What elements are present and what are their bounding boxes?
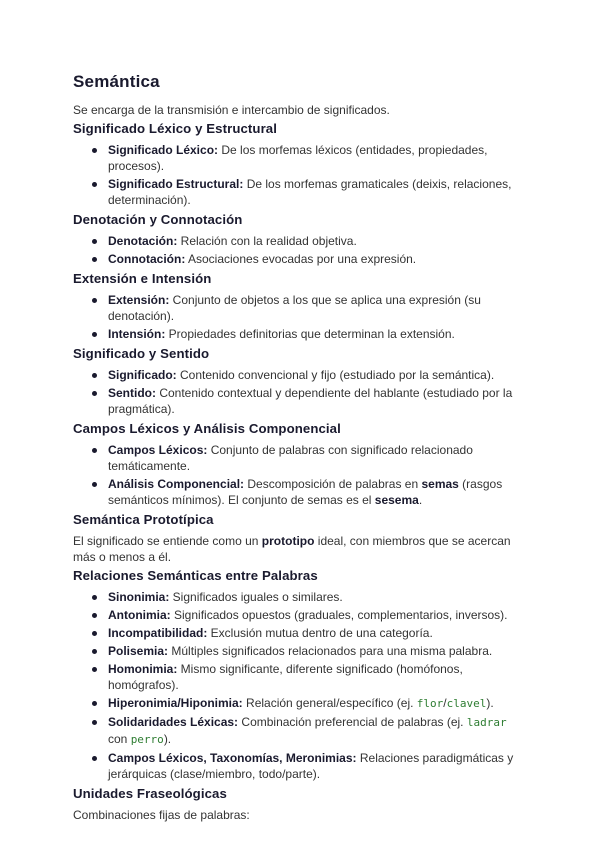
term-definition: Conjunto de objetos a los que se aplica una expresión (su denotación). <box>108 293 481 323</box>
section-heading: Significado Léxico y Estructural <box>73 121 277 136</box>
list-item <box>88 476 528 508</box>
term-definition: Contenido contextual y dependiente del hablante (estudiado por la pragmática). <box>108 386 513 416</box>
term-label: Análisis Componencial: <box>108 477 245 491</box>
section-heading: Semántica Prototípica <box>73 512 214 527</box>
term-label: Campos Léxicos, Taxonomías, Meronimias: <box>108 751 357 765</box>
bullet-list <box>73 367 528 417</box>
term-label: Homonimia: <box>108 662 178 676</box>
term-label: Incompatibilidad: <box>108 626 208 640</box>
paragraph-text: ideal, con miembros que se acercan más o menos a él. <box>73 534 511 564</box>
term-definition: Mismo significante, diferente significado (homófonos, homógrafos). <box>108 662 463 692</box>
section-heading: Denotación y Connotación <box>73 212 243 227</box>
bullet-icon <box>92 239 97 244</box>
bullet-icon <box>92 391 97 396</box>
paragraph-text: El significado se entiende como un <box>73 534 262 548</box>
term-label: Polisemia: <box>108 644 169 658</box>
code-example: perro <box>130 733 164 746</box>
page-title: Semántica <box>73 72 160 91</box>
term-definition: Múltiples significados relacionados para una misma palabra. <box>168 644 493 658</box>
term-label: Denotación: <box>108 234 178 248</box>
bullet-icon <box>92 649 97 654</box>
bullet-icon <box>92 667 97 672</box>
bullet-icon <box>92 701 97 706</box>
list-item <box>88 714 528 748</box>
term-label: Campos Léxicos: <box>108 443 208 457</box>
term-label: Sentido: <box>108 386 156 400</box>
list-item <box>88 442 528 474</box>
list-item <box>88 750 528 782</box>
list-item <box>88 385 528 417</box>
bullet-icon <box>92 332 97 337</box>
list-item <box>88 661 528 693</box>
emphasis-term: sesema <box>374 493 419 507</box>
bullet-icon <box>92 482 97 487</box>
term-definition: De los morfemas gramaticales (deixis, relaciones, determinación). <box>108 177 512 207</box>
intro-paragraph: Se encarga de la transmisión e intercambio de significados. <box>73 103 390 117</box>
code-example: ladrar <box>466 716 507 729</box>
list-item <box>88 607 528 623</box>
code-example: clavel <box>446 697 487 710</box>
paragraph: Combinaciones fijas de palabras: <box>73 808 250 822</box>
bullet-icon <box>92 148 97 153</box>
section-heading: Unidades Fraseológicas <box>73 786 227 801</box>
section-heading: Campos Léxicos y Análisis Componencial <box>73 421 341 436</box>
code-example: flor <box>416 697 444 710</box>
term-definition: Combinación preferencial de palabras (ej. <box>238 715 467 729</box>
term-definition: Conjunto de palabras con significado relacionado temáticamente. <box>108 443 473 473</box>
list-item <box>88 251 528 267</box>
bullet-list <box>73 589 528 782</box>
bullet-icon <box>92 595 97 600</box>
section-heading: Significado y Sentido <box>73 346 210 361</box>
term-definition: ). <box>486 696 494 710</box>
term-definition: (rasgos semánticos mínimos). El conjunto de semas es el <box>108 477 503 507</box>
emphasis-term: prototipo <box>261 534 315 548</box>
term-label: Solidaridades Léxicas: <box>108 715 239 729</box>
list-item <box>88 643 528 659</box>
term-label: Extensión: <box>108 293 170 307</box>
term-label: Significado Léxico: <box>108 143 219 157</box>
list-item <box>88 695 528 712</box>
bullet-icon <box>92 298 97 303</box>
list-item <box>88 625 528 641</box>
term-definition: Propiedades definitorias que determinan la extensión. <box>165 327 455 341</box>
term-definition: ). <box>163 732 172 746</box>
bullet-icon <box>92 373 97 378</box>
separator: / <box>443 696 447 710</box>
list-item <box>88 176 528 208</box>
term-label: Intensión: <box>108 327 166 341</box>
section-heading: Extensión e Intensión <box>73 271 212 286</box>
term-definition: Contenido convencional y fijo (estudiado por la semántica). <box>176 368 495 382</box>
term-label: Significado Estructural: <box>108 177 244 191</box>
term-definition: Significados opuestos (graduales, complementarios, inversos). <box>170 608 508 622</box>
list-item <box>88 589 528 605</box>
bullet-icon <box>92 182 97 187</box>
term-definition: Asociaciones evocadas por una expresión. <box>185 252 417 266</box>
bullet-icon <box>92 257 97 262</box>
term-definition: . <box>418 493 423 507</box>
bullet-icon <box>92 613 97 618</box>
list-item <box>88 367 528 383</box>
term-definition: De los morfemas léxicos (entidades, propiedades, procesos). <box>108 143 488 173</box>
list-item <box>88 142 528 174</box>
list-item <box>88 233 528 249</box>
term-definition: Significados iguales o similares. <box>169 590 343 604</box>
term-definition: Descomposición de palabras en <box>244 477 422 491</box>
term-definition: Exclusión mutua dentro de una categoría. <box>207 626 433 640</box>
term-label: Sinonimia: <box>108 590 170 604</box>
term-definition: Relación general/específico (ej. <box>242 696 417 710</box>
term-definition: Relación con la realidad objetiva. <box>177 234 357 248</box>
list-item <box>88 292 528 324</box>
term-label: Antonimia: <box>108 608 171 622</box>
term-definition: con <box>108 732 131 746</box>
section-heading: Relaciones Semánticas entre Palabras <box>73 568 318 583</box>
term-label: Connotación: <box>108 252 186 266</box>
bullet-list <box>73 142 528 208</box>
paragraph <box>73 533 528 565</box>
bullet-icon <box>92 720 97 725</box>
list-item <box>88 326 528 342</box>
bullet-list <box>73 292 528 342</box>
bullet-list <box>73 442 528 508</box>
bullet-list <box>73 233 528 267</box>
bullet-icon <box>92 756 97 761</box>
emphasis-term: semas <box>421 477 459 491</box>
term-label: Significado: <box>108 368 177 382</box>
term-definition: Relaciones paradigmáticas y jerárquicas (clase/miembro, todo/parte). <box>108 751 514 781</box>
bullet-icon <box>92 631 97 636</box>
bullet-icon <box>92 448 97 453</box>
term-label: Hiperonimia/Hiponimia: <box>108 696 243 710</box>
